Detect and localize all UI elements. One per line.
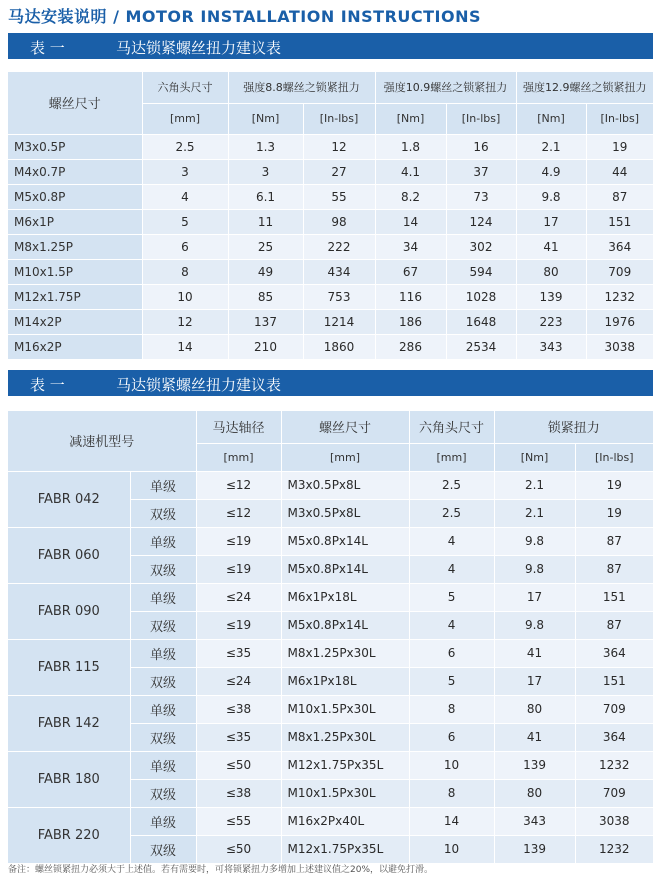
torque-inlbs-cell: 19 bbox=[575, 471, 653, 499]
torque-inlbs-cell: 709 bbox=[575, 779, 653, 807]
shaft-diameter-cell: ≤19 bbox=[196, 527, 281, 555]
torque-nm-cell: 17 bbox=[494, 583, 575, 611]
torque-inlbs-cell: 27 bbox=[303, 159, 375, 184]
footnote: 备注：螺丝锁紧扭力必须大于上述值。若有需要时，可将锁紧扭力多增加上述建议值之20%，以避免打滑。 bbox=[8, 865, 434, 875]
table-row bbox=[8, 751, 653, 779]
header-grade-10-9: 强度10.9螺丝之锁紧扭力 bbox=[375, 72, 516, 103]
torque-inlbs-cell: 709 bbox=[586, 259, 653, 284]
hex-size-cell: 10 bbox=[142, 284, 228, 309]
stage-cell: 单级 bbox=[130, 471, 196, 499]
torque-nm-cell: 34 bbox=[375, 234, 446, 259]
screw-size-cell: M4x0.7P bbox=[8, 159, 142, 184]
stage-cell: 双级 bbox=[130, 611, 196, 639]
screw-size-cell: M8x1.25Px30L bbox=[281, 723, 409, 751]
unit-nm: [Nm] bbox=[228, 103, 303, 134]
reducer-model-cell: FABR 115 bbox=[8, 639, 130, 695]
unit-nm: [Nm] bbox=[516, 103, 586, 134]
hex-size-cell: 3 bbox=[142, 159, 228, 184]
torque-inlbs-cell: 1860 bbox=[303, 334, 375, 359]
torque-nm-cell: 2.1 bbox=[494, 499, 575, 527]
torque-nm-cell: 343 bbox=[516, 334, 586, 359]
torque-nm-cell: 137 bbox=[228, 309, 303, 334]
unit-mm: [mm] bbox=[281, 443, 409, 471]
unit-nm: [Nm] bbox=[494, 443, 575, 471]
torque-inlbs-cell: 44 bbox=[586, 159, 653, 184]
torque-nm-cell: 80 bbox=[494, 779, 575, 807]
hex-size-cell: 8 bbox=[409, 695, 494, 723]
header-screw-size: 螺丝尺寸 bbox=[8, 72, 142, 134]
shaft-diameter-cell: ≤50 bbox=[196, 835, 281, 863]
table-row bbox=[8, 184, 653, 209]
table-row bbox=[8, 159, 653, 184]
torque-inlbs-cell: 3038 bbox=[575, 807, 653, 835]
shaft-diameter-cell: ≤12 bbox=[196, 499, 281, 527]
table-row bbox=[8, 309, 653, 334]
torque-inlbs-cell: 1232 bbox=[575, 835, 653, 863]
torque-nm-cell: 6.1 bbox=[228, 184, 303, 209]
torque-inlbs-cell: 124 bbox=[446, 209, 516, 234]
header-motor-shaft: 马达轴径 bbox=[196, 411, 281, 443]
screw-size-cell: M5x0.8P bbox=[8, 184, 142, 209]
torque-nm-cell: 41 bbox=[516, 234, 586, 259]
torque-nm-cell: 9.8 bbox=[516, 184, 586, 209]
torque-inlbs-cell: 1648 bbox=[446, 309, 516, 334]
torque-nm-cell: 286 bbox=[375, 334, 446, 359]
shaft-diameter-cell: ≤35 bbox=[196, 639, 281, 667]
hex-size-cell: 10 bbox=[409, 835, 494, 863]
hex-size-cell: 6 bbox=[142, 234, 228, 259]
table-row bbox=[8, 583, 653, 611]
torque-nm-cell: 25 bbox=[228, 234, 303, 259]
reducer-torque-table bbox=[8, 411, 653, 864]
section-number: 表 一 bbox=[30, 376, 65, 394]
torque-inlbs-cell: 87 bbox=[575, 555, 653, 583]
screw-size-cell: M10x1.5P bbox=[8, 259, 142, 284]
stage-cell: 单级 bbox=[130, 751, 196, 779]
torque-inlbs-cell: 151 bbox=[575, 583, 653, 611]
torque-inlbs-cell: 434 bbox=[303, 259, 375, 284]
torque-nm-cell: 11 bbox=[228, 209, 303, 234]
screw-size-cell: M12x1.75Px35L bbox=[281, 835, 409, 863]
stage-cell: 单级 bbox=[130, 639, 196, 667]
torque-inlbs-cell: 364 bbox=[586, 234, 653, 259]
torque-inlbs-cell: 1028 bbox=[446, 284, 516, 309]
stage-cell: 双级 bbox=[130, 723, 196, 751]
table-row bbox=[8, 234, 653, 259]
torque-nm-cell: 1.3 bbox=[228, 134, 303, 159]
torque-inlbs-cell: 37 bbox=[446, 159, 516, 184]
hex-size-cell: 6 bbox=[409, 639, 494, 667]
table-row bbox=[8, 209, 653, 234]
torque-nm-cell: 4.9 bbox=[516, 159, 586, 184]
header-screw-size: 螺丝尺寸 bbox=[281, 411, 409, 443]
hex-size-cell: 8 bbox=[409, 779, 494, 807]
torque-inlbs-cell: 73 bbox=[446, 184, 516, 209]
unit-inlbs: [In-lbs] bbox=[575, 443, 653, 471]
torque-inlbs-cell: 151 bbox=[575, 667, 653, 695]
page-title: 马达安装说明 / MOTOR INSTALLATION INSTRUCTIONS bbox=[8, 7, 482, 26]
table-row bbox=[8, 807, 653, 835]
torque-inlbs-cell: 87 bbox=[575, 527, 653, 555]
shaft-diameter-cell: ≤19 bbox=[196, 555, 281, 583]
torque-nm-cell: 9.8 bbox=[494, 527, 575, 555]
stage-cell: 双级 bbox=[130, 779, 196, 807]
torque-inlbs-cell: 1232 bbox=[586, 284, 653, 309]
hex-size-cell: 14 bbox=[409, 807, 494, 835]
screw-size-cell: M8x1.25Px30L bbox=[281, 639, 409, 667]
torque-inlbs-cell: 12 bbox=[303, 134, 375, 159]
unit-mm: [mm] bbox=[142, 103, 228, 134]
unit-mm: [mm] bbox=[409, 443, 494, 471]
screw-size-cell: M3x0.5P bbox=[8, 134, 142, 159]
table-row bbox=[8, 134, 653, 159]
screw-size-cell: M8x1.25P bbox=[8, 234, 142, 259]
torque-nm-cell: 67 bbox=[375, 259, 446, 284]
hex-size-cell: 4 bbox=[409, 555, 494, 583]
shaft-diameter-cell: ≤24 bbox=[196, 667, 281, 695]
hex-size-cell: 5 bbox=[409, 667, 494, 695]
screw-size-cell: M10x1.5Px30L bbox=[281, 779, 409, 807]
torque-nm-cell: 49 bbox=[228, 259, 303, 284]
hex-size-cell: 2.5 bbox=[142, 134, 228, 159]
torque-inlbs-cell: 1976 bbox=[586, 309, 653, 334]
hex-size-cell: 2.5 bbox=[409, 499, 494, 527]
torque-inlbs-cell: 98 bbox=[303, 209, 375, 234]
stage-cell: 双级 bbox=[130, 499, 196, 527]
table-row bbox=[8, 471, 653, 499]
torque-inlbs-cell: 594 bbox=[446, 259, 516, 284]
torque-nm-cell: 223 bbox=[516, 309, 586, 334]
hex-size-cell: 4 bbox=[409, 527, 494, 555]
torque-inlbs-cell: 222 bbox=[303, 234, 375, 259]
table-row bbox=[8, 527, 653, 555]
unit-mm: [mm] bbox=[196, 443, 281, 471]
torque-nm-cell: 139 bbox=[516, 284, 586, 309]
torque-nm-cell: 41 bbox=[494, 639, 575, 667]
stage-cell: 单级 bbox=[130, 583, 196, 611]
header-hex-size: 六角头尺寸 bbox=[142, 72, 228, 103]
screw-size-cell: M16x2P bbox=[8, 334, 142, 359]
torque-inlbs-cell: 87 bbox=[586, 184, 653, 209]
section-title: 马达锁紧螺丝扭力建议表 bbox=[116, 376, 282, 394]
section-number: 表 一 bbox=[30, 39, 65, 57]
motor-screw-torque-table bbox=[8, 72, 653, 359]
torque-nm-cell: 210 bbox=[228, 334, 303, 359]
hex-size-cell: 5 bbox=[409, 583, 494, 611]
stage-cell: 双级 bbox=[130, 667, 196, 695]
screw-size-cell: M6x1P bbox=[8, 209, 142, 234]
section-title: 马达锁紧螺丝扭力建议表 bbox=[116, 39, 282, 57]
torque-nm-cell: 116 bbox=[375, 284, 446, 309]
torque-nm-cell: 2.1 bbox=[494, 471, 575, 499]
screw-size-cell: M3x0.5Px8L bbox=[281, 471, 409, 499]
hex-size-cell: 4 bbox=[409, 611, 494, 639]
torque-nm-cell: 80 bbox=[516, 259, 586, 284]
torque-inlbs-cell: 364 bbox=[575, 723, 653, 751]
reducer-model-cell: FABR 042 bbox=[8, 471, 130, 527]
table-row bbox=[8, 259, 653, 284]
section-header-2 bbox=[8, 370, 653, 396]
torque-inlbs-cell: 19 bbox=[586, 134, 653, 159]
torque-nm-cell: 85 bbox=[228, 284, 303, 309]
torque-inlbs-cell: 19 bbox=[575, 499, 653, 527]
screw-size-cell: M3x0.5Px8L bbox=[281, 499, 409, 527]
reducer-model-cell: FABR 142 bbox=[8, 695, 130, 751]
torque-nm-cell: 41 bbox=[494, 723, 575, 751]
torque-inlbs-cell: 364 bbox=[575, 639, 653, 667]
unit-inlbs: [In-lbs] bbox=[446, 103, 516, 134]
table-row bbox=[8, 334, 653, 359]
torque-inlbs-cell: 3038 bbox=[586, 334, 653, 359]
torque-inlbs-cell: 87 bbox=[575, 611, 653, 639]
screw-size-cell: M6x1Px18L bbox=[281, 667, 409, 695]
torque-nm-cell: 8.2 bbox=[375, 184, 446, 209]
torque-nm-cell: 343 bbox=[494, 807, 575, 835]
screw-size-cell: M5x0.8Px14L bbox=[281, 555, 409, 583]
section-header-1 bbox=[8, 33, 653, 59]
table-row bbox=[8, 284, 653, 309]
stage-cell: 单级 bbox=[130, 527, 196, 555]
torque-nm-cell: 9.8 bbox=[494, 555, 575, 583]
shaft-diameter-cell: ≤35 bbox=[196, 723, 281, 751]
shaft-diameter-cell: ≤50 bbox=[196, 751, 281, 779]
torque-nm-cell: 9.8 bbox=[494, 611, 575, 639]
torque-nm-cell: 17 bbox=[516, 209, 586, 234]
hex-size-cell: 14 bbox=[142, 334, 228, 359]
hex-size-cell: 12 bbox=[142, 309, 228, 334]
torque-nm-cell: 80 bbox=[494, 695, 575, 723]
hex-size-cell: 10 bbox=[409, 751, 494, 779]
torque-inlbs-cell: 151 bbox=[586, 209, 653, 234]
header-hex-size: 六角头尺寸 bbox=[409, 411, 494, 443]
hex-size-cell: 5 bbox=[142, 209, 228, 234]
header-grade-12-9: 强度12.9螺丝之锁紧扭力 bbox=[516, 72, 653, 103]
shaft-diameter-cell: ≤19 bbox=[196, 611, 281, 639]
unit-inlbs: [In-lbs] bbox=[303, 103, 375, 134]
torque-inlbs-cell: 302 bbox=[446, 234, 516, 259]
reducer-model-cell: FABR 180 bbox=[8, 751, 130, 807]
screw-size-cell: M16x2Px40L bbox=[281, 807, 409, 835]
torque-nm-cell: 17 bbox=[494, 667, 575, 695]
torque-nm-cell: 4.1 bbox=[375, 159, 446, 184]
torque-nm-cell: 14 bbox=[375, 209, 446, 234]
torque-nm-cell: 186 bbox=[375, 309, 446, 334]
torque-nm-cell: 3 bbox=[228, 159, 303, 184]
screw-size-cell: M12x1.75Px35L bbox=[281, 751, 409, 779]
hex-size-cell: 4 bbox=[142, 184, 228, 209]
shaft-diameter-cell: ≤38 bbox=[196, 779, 281, 807]
screw-size-cell: M5x0.8Px14L bbox=[281, 527, 409, 555]
shaft-diameter-cell: ≤24 bbox=[196, 583, 281, 611]
screw-size-cell: M5x0.8Px14L bbox=[281, 611, 409, 639]
stage-cell: 单级 bbox=[130, 807, 196, 835]
torque-inlbs-cell: 16 bbox=[446, 134, 516, 159]
torque-nm-cell: 139 bbox=[494, 835, 575, 863]
screw-size-cell: M6x1Px18L bbox=[281, 583, 409, 611]
table-row bbox=[8, 639, 653, 667]
screw-size-cell: M10x1.5Px30L bbox=[281, 695, 409, 723]
torque-nm-cell: 1.8 bbox=[375, 134, 446, 159]
torque-inlbs-cell: 2534 bbox=[446, 334, 516, 359]
screw-size-cell: M12x1.75P bbox=[8, 284, 142, 309]
reducer-model-cell: FABR 220 bbox=[8, 807, 130, 863]
torque-inlbs-cell: 753 bbox=[303, 284, 375, 309]
unit-nm: [Nm] bbox=[375, 103, 446, 134]
shaft-diameter-cell: ≤38 bbox=[196, 695, 281, 723]
table-row bbox=[8, 695, 653, 723]
torque-inlbs-cell: 1214 bbox=[303, 309, 375, 334]
shaft-diameter-cell: ≤12 bbox=[196, 471, 281, 499]
torque-inlbs-cell: 1232 bbox=[575, 751, 653, 779]
header-grade-8-8: 强度8.8螺丝之锁紧扭力 bbox=[228, 72, 375, 103]
reducer-model-cell: FABR 090 bbox=[8, 583, 130, 639]
hex-size-cell: 6 bbox=[409, 723, 494, 751]
screw-size-cell: M14x2P bbox=[8, 309, 142, 334]
stage-cell: 双级 bbox=[130, 835, 196, 863]
torque-inlbs-cell: 55 bbox=[303, 184, 375, 209]
torque-inlbs-cell: 709 bbox=[575, 695, 653, 723]
stage-cell: 双级 bbox=[130, 555, 196, 583]
reducer-model-cell: FABR 060 bbox=[8, 527, 130, 583]
torque-nm-cell: 2.1 bbox=[516, 134, 586, 159]
hex-size-cell: 2.5 bbox=[409, 471, 494, 499]
shaft-diameter-cell: ≤55 bbox=[196, 807, 281, 835]
header-reducer-model: 减速机型号 bbox=[8, 411, 196, 471]
header-lock-torque: 锁紧扭力 bbox=[494, 411, 653, 443]
unit-inlbs: [In-lbs] bbox=[586, 103, 653, 134]
stage-cell: 单级 bbox=[130, 695, 196, 723]
torque-nm-cell: 139 bbox=[494, 751, 575, 779]
hex-size-cell: 8 bbox=[142, 259, 228, 284]
